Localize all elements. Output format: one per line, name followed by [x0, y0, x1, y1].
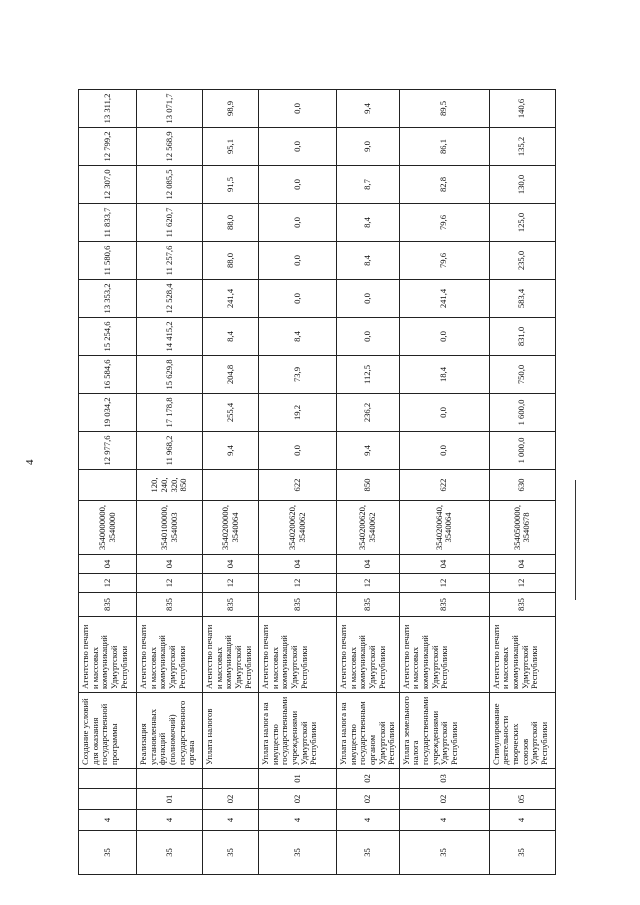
expense-type-code: 850: [337, 470, 400, 501]
expense-type-code: [203, 470, 259, 501]
amount-cell: 95,1: [203, 128, 259, 166]
footer-rule: [575, 480, 576, 600]
code-col-4: 01: [259, 769, 337, 789]
code-col-3: 02: [399, 789, 489, 810]
code-col-4: [489, 769, 555, 789]
code-col-1: 35: [337, 831, 400, 875]
amount-cell: 0,0: [259, 204, 337, 242]
amount-cell: 583,4: [489, 280, 555, 318]
amount-cell: 8,4: [337, 242, 400, 280]
amount-cell: 13 353,2: [79, 280, 137, 318]
amount-cell: 12 977,6: [79, 432, 137, 470]
amount-cell: 0,0: [259, 166, 337, 204]
page-number: 4: [24, 459, 36, 465]
amount-cell: 79,6: [399, 242, 489, 280]
target-article-code: 3540200620, 3540062: [337, 501, 400, 555]
amount-cell: 0,0: [259, 242, 337, 280]
amount-cell: 17 178,8: [137, 394, 203, 432]
code-col-4: 03: [399, 769, 489, 789]
amount-cell: 15 254,6: [79, 318, 137, 356]
amount-cell: 0,0: [259, 280, 337, 318]
amount-cell: 9,4: [203, 432, 259, 470]
amount-cell: 14 415,2: [137, 318, 203, 356]
table-row: [203, 90, 259, 875]
code-col-4: [137, 769, 203, 789]
amount-cell: 19 034,2: [79, 394, 137, 432]
executor: Агентство печати и массовых коммуникаций Удмуртской Республики: [203, 617, 259, 693]
amount-cell: 9,4: [337, 90, 400, 128]
table-row: [399, 90, 489, 875]
code-col-2: 4: [79, 810, 137, 831]
amount-cell: 86,1: [399, 128, 489, 166]
code-col-3: [79, 789, 137, 810]
amount-cell: 12 307,0: [79, 166, 137, 204]
amount-cell: 12 799,2: [79, 128, 137, 166]
amount-cell: 98,9: [203, 90, 259, 128]
amount-cell: 11 580,6: [79, 242, 137, 280]
executor: Агентство печати и массовых коммуникаций Удмуртской Республики: [489, 617, 555, 693]
expense-type-code: 630: [489, 470, 555, 501]
code-col-3: 01: [137, 789, 203, 810]
subsection-code: 04: [137, 555, 203, 574]
amount-cell: 0,0: [259, 90, 337, 128]
amount-cell: 8,4: [259, 318, 337, 356]
amount-cell: 0,0: [399, 318, 489, 356]
amount-cell: 8,4: [337, 204, 400, 242]
grbs-code: 835: [79, 593, 137, 617]
amount-cell: 88,0: [203, 242, 259, 280]
target-article-code: 3540100000, 3540003: [137, 501, 203, 555]
executor: Агентство печати и массовых коммуникаций Удмуртской Республики: [337, 617, 400, 693]
amount-cell: 0,0: [337, 280, 400, 318]
table-row: [259, 90, 337, 875]
section-code: 12: [137, 574, 203, 593]
code-col-2: 4: [137, 810, 203, 831]
amount-cell: 1 000,0: [489, 432, 555, 470]
subsection-code: 04: [399, 555, 489, 574]
budget-table: [78, 89, 556, 875]
amount-cell: 0,0: [337, 318, 400, 356]
amount-cell: 11 620,7: [137, 204, 203, 242]
amount-cell: 0,0: [259, 432, 337, 470]
table-row: [137, 90, 203, 875]
section-code: 12: [489, 574, 555, 593]
grbs-code: 835: [137, 593, 203, 617]
amount-cell: 15 629,8: [137, 356, 203, 394]
measure-name: Реализация установленных функций (полномочий) государственного органа: [137, 693, 203, 769]
subsection-code: 04: [489, 555, 555, 574]
expense-type-code: 622: [399, 470, 489, 501]
amount-cell: 13 071,7: [137, 90, 203, 128]
amount-cell: 0,0: [259, 128, 337, 166]
executor: Агентство печати и массовых коммуникаций Удмуртской Республики: [137, 617, 203, 693]
code-col-3: 02: [259, 789, 337, 810]
amount-cell: 140,6: [489, 90, 555, 128]
amount-cell: 8,4: [203, 318, 259, 356]
section-code: 12: [203, 574, 259, 593]
measure-name: Уплата налога на имущество государственными учреждениями Удмуртской Республики: [259, 693, 337, 769]
amount-cell: 8,7: [337, 166, 400, 204]
measure-name: Создание условий для оказания государственной программы: [79, 693, 137, 769]
code-col-1: 35: [203, 831, 259, 875]
amount-cell: 18,4: [399, 356, 489, 394]
subsection-code: 04: [79, 555, 137, 574]
code-col-1: 35: [79, 831, 137, 875]
code-col-2: 4: [337, 810, 400, 831]
measure-name: Стимулирование деятельности творческих союзов Удмуртской Республики: [489, 693, 555, 769]
expense-type-code: 120, 240, 320, 850: [137, 470, 203, 501]
amount-cell: 9,4: [337, 432, 400, 470]
amount-cell: 236,2: [337, 394, 400, 432]
amount-cell: 255,4: [203, 394, 259, 432]
target-article-code: 3540500000, 3540678: [489, 501, 555, 555]
amount-cell: 13 311,2: [79, 90, 137, 128]
table-row: [79, 90, 137, 875]
executor: Агентство печати и массовых коммуникаций Удмуртской Республики: [259, 617, 337, 693]
amount-cell: 1 600,0: [489, 394, 555, 432]
subsection-code: 04: [203, 555, 259, 574]
table-row: [337, 90, 400, 875]
amount-cell: 12 085,5: [137, 166, 203, 204]
amount-cell: 204,8: [203, 356, 259, 394]
target-article-code: 3540000000, 3540000: [79, 501, 137, 555]
code-col-4: [79, 769, 137, 789]
target-article-code: 3540200620, 3540062: [259, 501, 337, 555]
amount-cell: 135,2: [489, 128, 555, 166]
executor: Агентство печати и массовых коммуникаций Удмуртской Республики: [79, 617, 137, 693]
amount-cell: 11 968,2: [137, 432, 203, 470]
amount-cell: 0,0: [399, 432, 489, 470]
measure-name: Уплата земельного налога государственными учреждениями Удмуртской Республики: [399, 693, 489, 769]
amount-cell: 241,4: [399, 280, 489, 318]
amount-cell: 0,0: [399, 394, 489, 432]
amount-cell: 11 257,6: [137, 242, 203, 280]
grbs-code: 835: [203, 593, 259, 617]
code-col-4: [203, 769, 259, 789]
section-code: 12: [79, 574, 137, 593]
table-row: [489, 90, 555, 875]
code-col-3: 05: [489, 789, 555, 810]
amount-cell: 11 833,7: [79, 204, 137, 242]
section-code: 12: [259, 574, 337, 593]
subsection-code: 04: [259, 555, 337, 574]
code-col-2: 4: [203, 810, 259, 831]
target-article-code: 3540200000, 3540064: [203, 501, 259, 555]
executor: Агентство печати и массовых коммуникаций Удмуртской Республики: [399, 617, 489, 693]
amount-cell: 9,0: [337, 128, 400, 166]
amount-cell: 125,0: [489, 204, 555, 242]
amount-cell: 89,5: [399, 90, 489, 128]
amount-cell: 91,5: [203, 166, 259, 204]
amount-cell: 831,0: [489, 318, 555, 356]
expense-type-code: [79, 470, 137, 501]
code-col-4: 02: [337, 769, 400, 789]
amount-cell: 19,2: [259, 394, 337, 432]
code-col-2: 4: [489, 810, 555, 831]
amount-cell: 82,8: [399, 166, 489, 204]
grbs-code: 835: [337, 593, 400, 617]
grbs-code: 835: [399, 593, 489, 617]
code-col-1: 35: [137, 831, 203, 875]
code-col-3: 02: [203, 789, 259, 810]
code-col-1: 35: [489, 831, 555, 875]
code-col-2: 4: [259, 810, 337, 831]
amount-cell: 16 584,6: [79, 356, 137, 394]
code-col-3: 02: [337, 789, 400, 810]
measure-name: Уплата налога на имущество государственным органом Удмуртской Республики: [337, 693, 400, 769]
section-code: 12: [399, 574, 489, 593]
amount-cell: 12 528,4: [137, 280, 203, 318]
amount-cell: 241,4: [203, 280, 259, 318]
amount-cell: 112,5: [337, 356, 400, 394]
code-col-2: 4: [399, 810, 489, 831]
amount-cell: 73,9: [259, 356, 337, 394]
subsection-code: 04: [337, 555, 400, 574]
expense-type-code: 622: [259, 470, 337, 501]
amount-cell: 79,6: [399, 204, 489, 242]
grbs-code: 835: [259, 593, 337, 617]
amount-cell: 12 568,9: [137, 128, 203, 166]
measure-name: Уплата налогов: [203, 693, 259, 769]
section-code: 12: [337, 574, 400, 593]
amount-cell: 130,0: [489, 166, 555, 204]
target-article-code: 3540200640, 3540064: [399, 501, 489, 555]
grbs-code: 835: [489, 593, 555, 617]
code-col-1: 35: [399, 831, 489, 875]
amount-cell: 750,0: [489, 356, 555, 394]
code-col-1: 35: [259, 831, 337, 875]
amount-cell: 235,0: [489, 242, 555, 280]
amount-cell: 88,0: [203, 204, 259, 242]
